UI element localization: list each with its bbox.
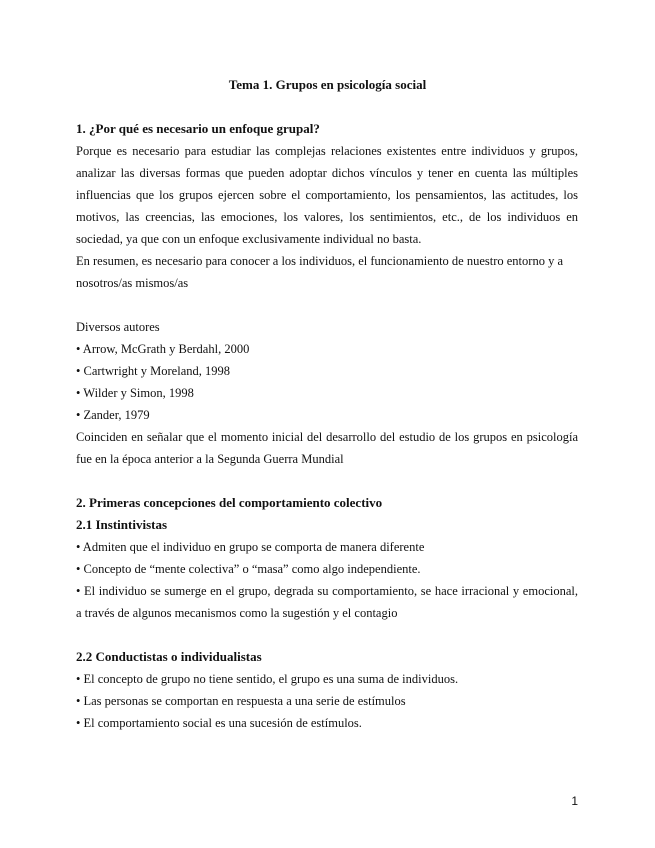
author-item: • Cartwright y Moreland, 1998 xyxy=(76,364,231,378)
section-1-paragraph: Porque es necesario para estudiar las complejas relaciones existentes entre individuos y grupos, analizar las diversas formas que pueden adoptar dichos vínculos y tener en cuenta las múltiples influencias que los grupos ejercen sobre el comportamiento, los pensamientos, las actitudes, los motivos, las creencias, las emociones, los valores, los sentimientos, etc., de los individuos en sociedad, ya que con un enfoque exclusivamente individual no basta. xyxy=(76,144,578,246)
subsection-2-1-heading: 2.1 Instintivistas xyxy=(76,517,168,532)
page-number: 1 xyxy=(571,794,578,808)
author-item: • Arrow, McGrath y Berdahl, 2000 xyxy=(76,342,250,356)
bullet-item: • El concepto de grupo no tiene sentido, el grupo es una suma de individuos. xyxy=(76,672,459,686)
bullet-item: • El comportamiento social es una sucesión de estímulos. xyxy=(76,716,362,730)
spacer xyxy=(76,294,578,316)
section-2-heading: 2. Primeras concepciones del comportamiento colectivo xyxy=(76,495,383,510)
bullet-item: • Admiten que el individuo en grupo se comporta de manera diferente xyxy=(76,540,425,554)
bullet-item: • Las personas se comportan en respuesta a una serie de estímulos xyxy=(76,694,406,708)
section-1-summary: En resumen, es necesario para conocer a los individuos, el funcionamiento de nuestro entorno y a nosotros/as mismos/as xyxy=(76,254,563,290)
section-1-heading: 1. ¿Por qué es necesario un enfoque grupal? xyxy=(76,121,320,136)
document-body xyxy=(76,118,578,734)
document-title: Tema 1. Grupos en psicología social xyxy=(228,77,427,92)
author-item: • Zander, 1979 xyxy=(76,408,150,422)
spacer xyxy=(76,470,578,492)
authors-intro: Diversos autores xyxy=(76,320,160,334)
spacer xyxy=(76,624,578,646)
authors-conclusion: Coinciden en señalar que el momento inicial del desarrollo del estudio de los grupos en psicología fue en la época anterior a la Segunda Guerra Mundial xyxy=(76,430,578,466)
bullet-item: • El individuo se sumerge en el grupo, degrada su comportamiento, se hace irracional y emocional, a través de algunos mecanismos como la sugestión y el contagio xyxy=(76,584,578,620)
subsection-2-2-heading: 2.2 Conductistas o individualistas xyxy=(76,649,262,664)
author-item: • Wilder y Simon, 1998 xyxy=(76,386,194,400)
bullet-item: • Concepto de “mente colectiva” o “masa” como algo independiente. xyxy=(76,562,421,576)
